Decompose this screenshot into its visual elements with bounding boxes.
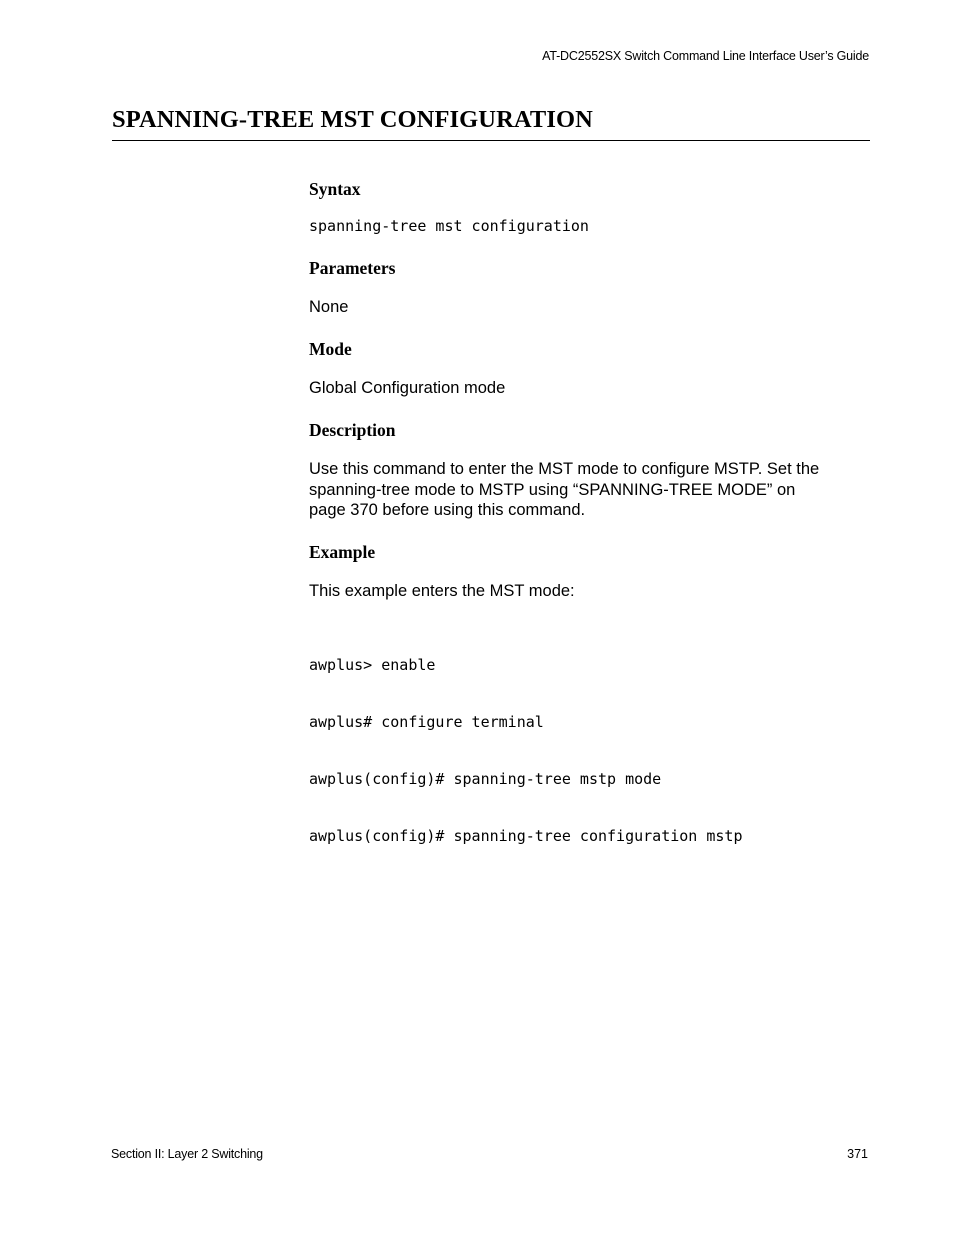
description-line: Use this command to enter the MST mode to configure MSTP. Set the: [309, 460, 820, 478]
example-intro: This example enters the MST mode:: [309, 582, 575, 600]
code-line: awplus(config)# spanning-tree configuration mstp: [309, 827, 743, 845]
footer-section-label: Section II: Layer 2 Switching: [111, 1147, 263, 1161]
syntax-heading: Syntax: [309, 179, 361, 199]
example-heading: Example: [309, 542, 376, 562]
mode-heading: Mode: [309, 339, 352, 359]
syntax-code: spanning-tree mst configuration: [309, 217, 589, 235]
example-code-block: [309, 618, 742, 884]
footer-page-number: 371: [847, 1147, 868, 1161]
description-line: page 370 before using this command.: [309, 501, 586, 519]
title-divider: [112, 140, 870, 141]
description-line: spanning-tree mode to MSTP using “SPANNING-TREE MODE” on: [309, 480, 796, 499]
parameters-heading: Parameters: [309, 258, 396, 278]
parameters-text: None: [309, 298, 349, 316]
running-header: AT-DC2552SX Switch Command Line Interface User’s Guide: [542, 49, 869, 63]
code-line: awplus# configure terminal: [309, 713, 544, 731]
code-line: awplus> enable: [309, 656, 436, 674]
code-line: awplus(config)# spanning-tree mstp mode: [309, 770, 662, 788]
page-title: SPANNING-TREE MST CONFIGURATION: [112, 106, 593, 133]
description-paragraph: [309, 459, 854, 521]
description-heading: Description: [309, 420, 396, 440]
mode-text: Global Configuration mode: [309, 379, 506, 397]
